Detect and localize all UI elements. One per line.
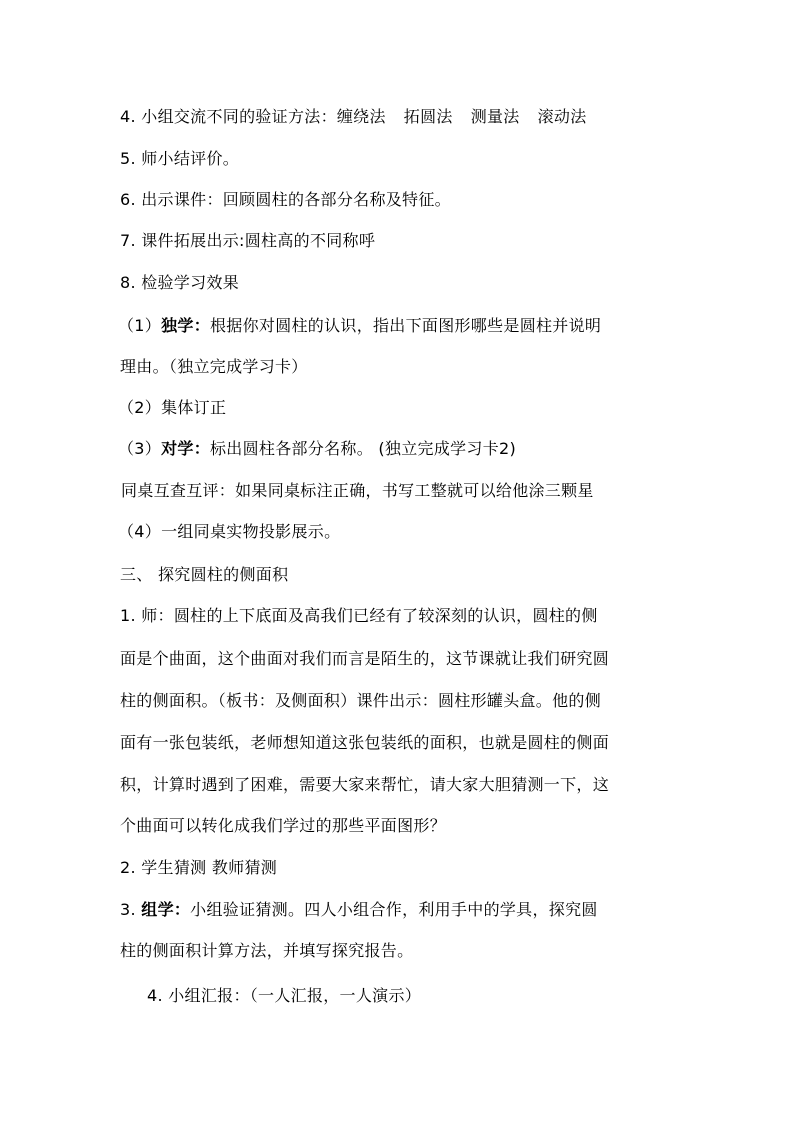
bold-label: 独学： (161, 316, 210, 335)
bold-label: 对学： (161, 439, 210, 458)
para-line-2: 面是个曲面，这个曲面对我们而言是陌生的，这节课就让我们研究圆 (120, 649, 610, 668)
method-roll: 滚动法 (537, 107, 587, 126)
bold-label: 组学： (141, 900, 191, 919)
section-heading: 三、 探究圆柱的侧面积 (120, 565, 289, 584)
sub-1-continued: 理由。（独立完成学习卡） (120, 357, 308, 376)
step-7-line: 7. 课件拓展出示:圆柱高的不同称呼 (120, 231, 376, 250)
para-line-1: 1. 师：圆柱的上下底面及高我们已经有了较深刻的认识，圆柱的侧 (120, 606, 598, 625)
step-5-line: 5. 师小结评价。 (120, 149, 240, 168)
para-line-5: 积，计算时遇到了困难，需要大家来帮忙，请大家大胆猜测一下，这 (120, 775, 610, 794)
step-number: 4. (120, 107, 142, 126)
step-2-line: 2. 学生猜测 教师猜测 (120, 858, 278, 877)
step-6-line: 6. 出示课件：回顾圆柱的各部分名称及特征。 (120, 190, 451, 209)
para-line-4: 面有一张包装纸，老师想知道这张包装纸的面积，也就是圆柱的侧面 (120, 733, 610, 752)
para-line-3: 柱的侧面积。（板书：及侧面积）课件出示：圆柱形罐头盒。他的侧 (120, 691, 602, 710)
sub-3-line: （3）对学：标出圆柱各部分名称。 (独立完成学习卡2) (118, 439, 517, 458)
method-trace: 拓圆法 (403, 107, 453, 126)
para-line-6: 个曲面可以转化成我们学过的那些平面图形？ (120, 816, 447, 835)
method-wrap: 缠绕法 (336, 107, 386, 126)
step-3-continued: 柱的侧面积计算方法，并填写探究报告。 (120, 941, 414, 960)
step-4-report-line: 4. 小组汇报：（一人汇报，一人演示） (147, 986, 422, 1005)
method-measure: 测量法 (470, 107, 520, 126)
sub-2-line: （2）集体订正 (118, 398, 227, 417)
sub-1-line: （1）独学：根据你对圆柱的认识，指出下面图形哪些是圆柱并说明 (118, 316, 602, 335)
step-4-line (120, 107, 690, 127)
step-3-line: 3. 组学：小组验证猜测。四人小组合作，利用手中的学具，探究圆 (120, 900, 598, 919)
step-8-line: 8. 检验学习效果 (120, 273, 240, 292)
step-text: 小组交流不同的验证方法： (141, 107, 337, 126)
sub-4-line: （4）一组同桌实物投影展示。 (118, 522, 341, 541)
peer-review-line: 同桌互查互评：如果同桌标注正确，书写工整就可以给他涂三颗星 (121, 481, 594, 500)
